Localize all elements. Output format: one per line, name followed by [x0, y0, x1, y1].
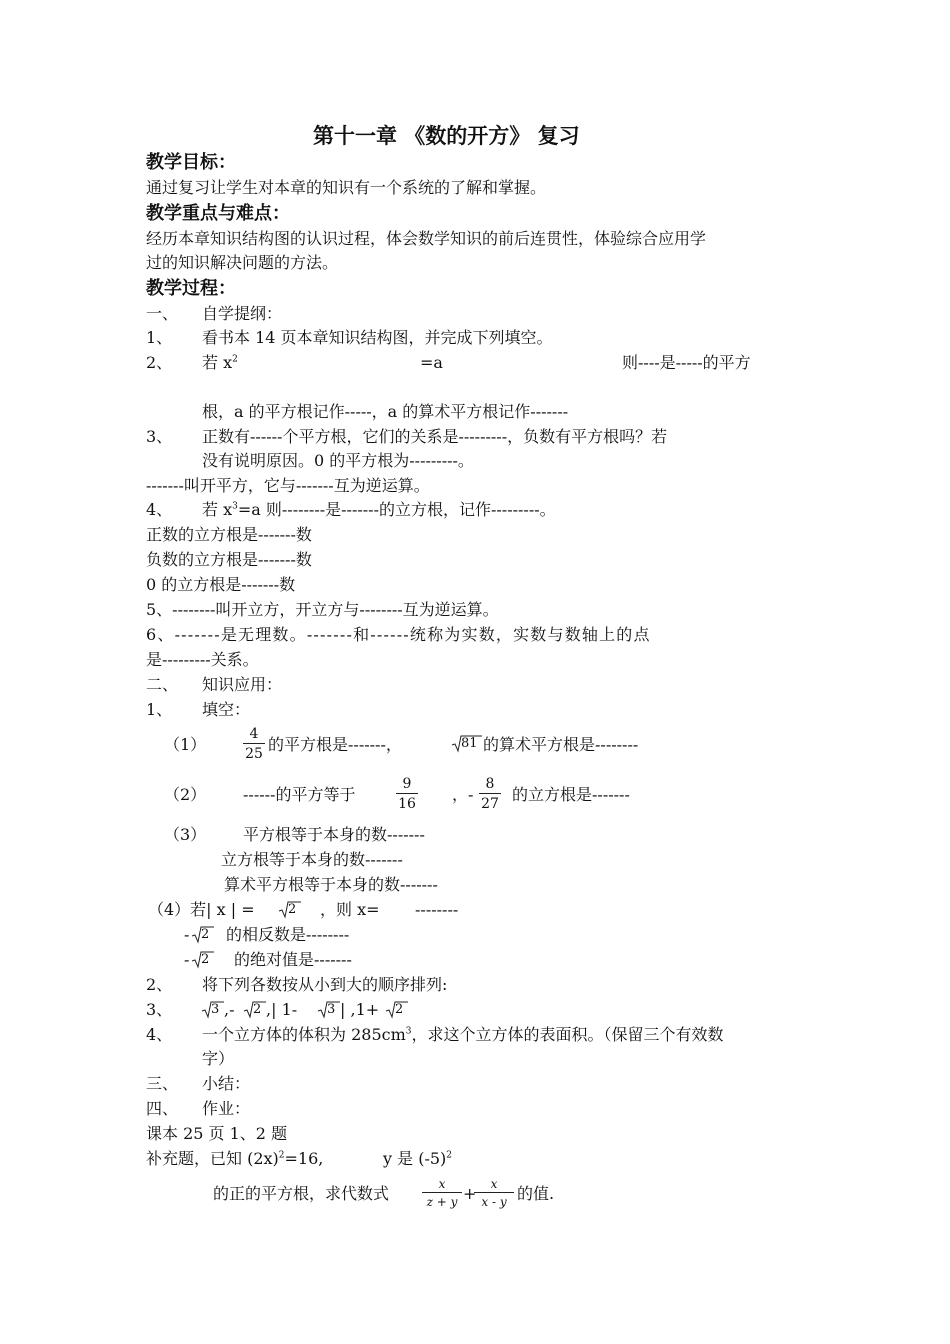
fill-label: 填空： — [202, 700, 251, 719]
q2-part-a: 若 $x^2$ — [202, 353, 238, 372]
opposite-number-text: 的相反数是-------- — [226, 925, 350, 944]
sqrt-2-second: 2 — [386, 1001, 408, 1019]
fill-item-3-index: （3） — [164, 825, 207, 844]
section-4-label: 作业： — [202, 1099, 251, 1118]
keypoints-line-2: 过的知识解决问题的方法。 — [146, 253, 339, 272]
q4-line-4: 0 的立方根是-------数 — [146, 575, 296, 594]
fill-item-4-text-a: （4）若| x | = — [148, 900, 255, 919]
fill-item-1-text-a: 的平方根是-------， — [268, 735, 402, 754]
q2b-number: 2、 — [146, 975, 173, 994]
homework-line-2b: y 是 $(-5)^2$ — [383, 1149, 453, 1168]
q2-part-d: 根，a 的平方根记作-----，a 的算术平方根记作------- — [202, 402, 569, 421]
q6-line-1: 6、-------是无理数。-------和------统称为实数，实数与数轴上的点 — [146, 625, 651, 644]
sqrt-2-first: 2 — [244, 1001, 266, 1019]
plus-sign: + — [463, 1184, 477, 1203]
objectives-text: 通过复习让学生对本章的知识有一个系统的了解和掌握。 — [146, 178, 547, 197]
homework-line-2a: 补充题，已知 $(2x)^2=16$, — [146, 1149, 324, 1168]
homework-line-1: 课本 25 页 1、2 题 — [146, 1124, 288, 1143]
section-2-number: 二、 — [146, 675, 179, 694]
fraction-8-27: 8 27 — [479, 777, 501, 811]
keypoints-line-1: 经历本章知识结构图的认识过程，体会数学知识的前后连贯性，体验综合应用学 — [146, 229, 707, 248]
keypoints-heading: 教学重点与难点： — [146, 203, 290, 224]
q2-part-b: =a — [420, 353, 443, 372]
sqrt-2: 2 — [279, 901, 301, 919]
q4-number: 4、 — [146, 500, 173, 519]
q4-line-3: 负数的立方根是-------数 — [146, 550, 312, 569]
section-4-number: 四、 — [146, 1099, 179, 1118]
fill-item-3-line-1: 平方根等于本身的数------- — [243, 825, 425, 844]
q5-text: 5、--------叫开立方，开立方与--------互为逆运算。 — [146, 600, 499, 619]
q3-line-1: 正数有------个平方根，它们的关系是---------，负数有平方根吗？若 — [202, 427, 668, 446]
sqrt-3-first: 3 — [202, 1001, 224, 1019]
homework-line-3b: 的值. — [517, 1184, 555, 1203]
neg-sqrt-2-sign-b: - — [184, 950, 190, 969]
fill-item-3-line-2: 立方根等于本身的数------- — [221, 850, 403, 869]
process-heading: 教学过程： — [146, 278, 236, 299]
fill-item-2-text-b: ，- — [452, 785, 474, 804]
q2-part-c: 则----是-----的平方 — [622, 353, 751, 372]
q3-line-2: 没有说明原因。0 的平方根为---------。 — [202, 451, 474, 470]
q4b-line-1: 一个立方体的体积为 $285cm^3$，求这个立方体的表面积。（保留三个有效数 — [202, 1025, 724, 1044]
sqrt-2-b: 2 — [192, 951, 214, 969]
neg-sqrt-2-sign-a: - — [184, 925, 190, 944]
fraction-9-16: 9 16 — [396, 777, 418, 811]
fill-item-2-text-a: ------的平方等于 — [243, 785, 356, 804]
section-3-number: 三、 — [146, 1074, 179, 1093]
q2b-text: 将下列各数按从小到大的顺序排列: — [202, 975, 448, 994]
q3b-sep-2: ,| 1- — [266, 1000, 298, 1019]
fill-item-4-text-b: ，则 x= — [320, 900, 380, 919]
q6-line-2: 是---------关系。 — [146, 650, 259, 669]
fraction-x-over-x-minus-y: x x - y — [474, 1178, 514, 1208]
homework-line-3a: 的正的平方根，求代数式 — [213, 1184, 390, 1203]
page-title: 第十一章 《数的开方》 复习 — [313, 124, 580, 148]
absolute-value-text: 的绝对值是------- — [234, 950, 352, 969]
objectives-heading: 教学目标： — [146, 152, 236, 173]
fill-item-1-index: （1） — [164, 735, 207, 754]
fraction-4-25: 4 25 — [243, 727, 265, 761]
sqrt-3-second: 3 — [318, 1001, 340, 1019]
fill-item-2-index: （2） — [164, 785, 207, 804]
q3-number: 3、 — [146, 427, 173, 446]
q4-line-2: 正数的立方根是-------数 — [146, 525, 312, 544]
fill-item-2-text-c: 的立方根是------- — [512, 785, 630, 804]
q3b-number: 3、 — [146, 1000, 173, 1019]
fill-item-3-line-3: 算术平方根等于本身的数------- — [224, 875, 438, 894]
section-1-label: 自学提纲： — [202, 304, 283, 323]
q4-line-1: 若 $x^3=a$ 则--------是-------的立方根，记作---------。 — [202, 500, 556, 519]
q1-number: 1、 — [146, 328, 173, 347]
q3-line-3: -------叫开平方，它与-------互为逆运算。 — [146, 476, 430, 495]
q4b-line-2: 字） — [202, 1049, 235, 1068]
sqrt-81: 81 — [452, 735, 482, 753]
fill-number: 1、 — [146, 700, 173, 719]
fraction-x-over-z-plus-y: x z + y — [422, 1178, 462, 1208]
sqrt-2-a: 2 — [192, 926, 214, 944]
fill-item-1-text-b: 的算术平方根是-------- — [483, 735, 639, 754]
fill-item-4-blank: -------- — [415, 900, 459, 919]
q3b-sep-1: ,- — [224, 1000, 235, 1019]
q2-number: 2、 — [146, 353, 173, 372]
section-2-label: 知识应用： — [202, 675, 283, 694]
section-3-label: 小结： — [202, 1074, 251, 1093]
q4b-number: 4、 — [146, 1025, 173, 1044]
q3b-sep-3: | ,1+ — [340, 1000, 380, 1019]
section-1-number: 一、 — [146, 304, 179, 323]
q1-text: 看书本 14 页本章知识结构图，并完成下列填空。 — [202, 328, 553, 347]
